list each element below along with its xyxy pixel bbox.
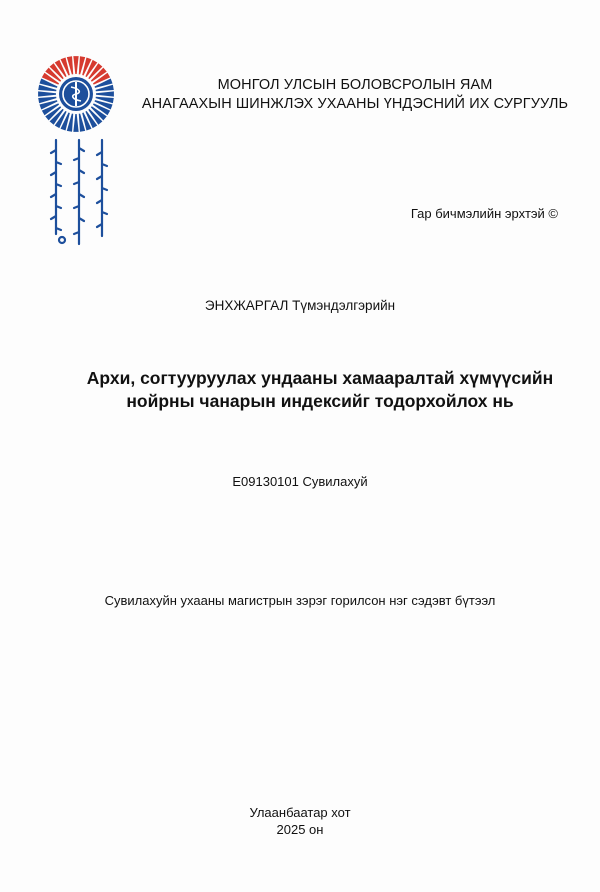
mongolian-script-logo-text [44, 136, 114, 248]
emblem-ray [73, 114, 78, 132]
city: Улаанбаатар хот [249, 805, 351, 820]
institution-header [130, 76, 580, 114]
university-name: АНАГААХЫН ШИНЖЛЭХ УХААНЫ ҮНДЭСНИЙ ИХ СУРГУУЛЬ [141, 96, 569, 112]
author-name: ЭНХЖАРГАЛ Түмэндэлгэрийн [204, 298, 396, 313]
year: 2025 он [276, 822, 324, 837]
place-and-year [0, 804, 600, 838]
emblem-ray [38, 91, 56, 96]
degree-statement: Сувилахуйн ухааны магистрын зэрэг горилсон нэг сэдэвт бүтээл [104, 593, 496, 608]
emblem-ray [96, 91, 114, 96]
ministry-name: МОНГОЛ УЛСЫН БОЛОВСРОЛЫН ЯАМ [217, 77, 493, 93]
thesis-title-line-1: Архи, согтууруулах ундааны хамааралтай хүмүүсийн [86, 368, 554, 388]
medical-university-emblem-icon [36, 54, 116, 134]
copyright-notice: Гар бичмэлийн эрхтэй © [410, 206, 558, 221]
thesis-title-line-2: нойрны чанарын индексийг тодорхойлох нь [126, 391, 514, 411]
thesis-title [40, 367, 600, 413]
program-code: E09130101 Сувилахуй [232, 474, 368, 489]
emblem-ray [73, 56, 78, 74]
